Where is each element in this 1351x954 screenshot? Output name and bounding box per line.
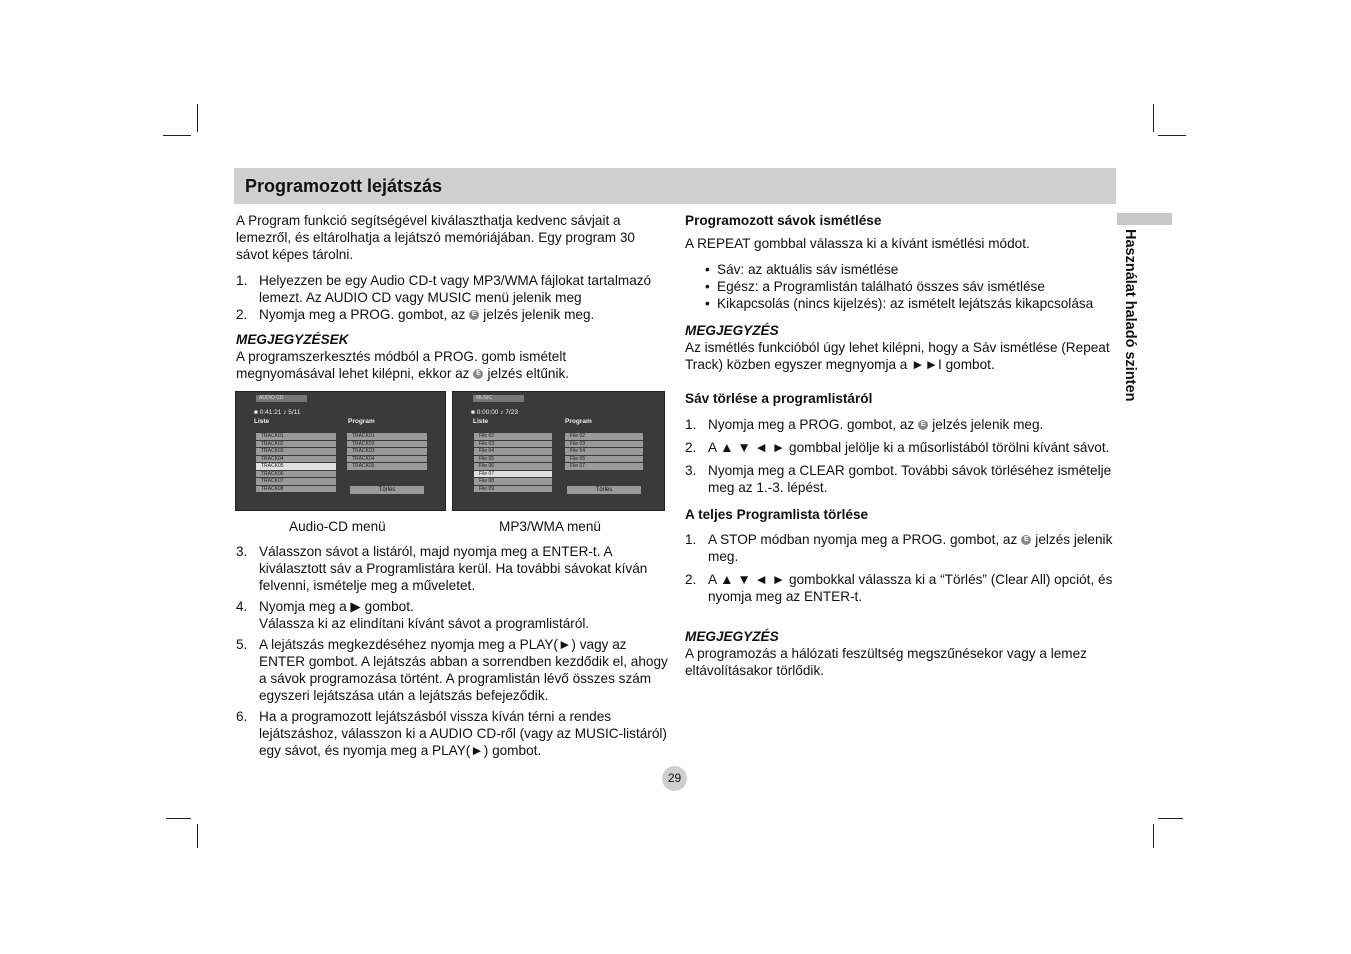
- edit-mark-icon: E: [1021, 535, 1031, 545]
- step-text: A STOP módban nyomja meg a PROG. gombot, az: [708, 532, 1018, 547]
- list-item: [236, 708, 668, 759]
- step-text: jelzés jelenik meg.: [483, 307, 595, 322]
- caption-mp3: MP3/WMA menü: [499, 519, 601, 534]
- list-heading: Liste: [473, 418, 489, 425]
- track-row[interactable]: TRACK05: [256, 463, 336, 470]
- list-item: [236, 543, 668, 594]
- edit-mark-icon: E: [918, 420, 928, 430]
- step-text: jelzés jelenik meg.: [708, 532, 1113, 564]
- bullet-text: Kikapcsolás (nincs kijelzés): az ismételt lejátszás kikapcsolása: [717, 296, 1094, 311]
- list-item: [236, 598, 668, 632]
- step-number: 1.: [685, 532, 697, 547]
- note-text-b: jelzés eltűnik.: [487, 366, 570, 381]
- mp3-wma-screen: [452, 391, 665, 511]
- note-text: A programozás a hálózati feszültség megszűnésekor vagy a lemez eltávolításakor törlődik.: [685, 646, 1087, 678]
- list-item: [685, 439, 1115, 456]
- side-tab: [1117, 213, 1172, 225]
- step-number: 5.: [236, 637, 248, 652]
- program-row[interactable]: File 04: [565, 448, 643, 455]
- mode-label: AUDIO CD: [256, 395, 307, 402]
- step-text: Ha a programozott lejátszásból vissza kíván térni a rendes lejátszáshoz, válasszon ki a AUDIO CD-ről (vagy az MUSIC-listáról) egy sávot, és nyomja meg a PLAY(►) gombot.: [259, 709, 667, 758]
- track-row[interactable]: TRACK07: [256, 478, 336, 485]
- side-label: [1118, 229, 1138, 429]
- program-row[interactable]: TRACK05: [347, 463, 427, 470]
- file-row[interactable]: File 06: [474, 463, 552, 470]
- repeat-bullets: [685, 261, 1115, 312]
- list-item: [236, 636, 668, 704]
- step-text: Nyomja meg a PROG. gombot, az: [708, 417, 915, 432]
- crop-mark: [1158, 135, 1186, 136]
- step-text: A ▲ ▼ ◄ ► gombbal jelölje ki a műsorlistából törölni kívánt sávot.: [708, 440, 1110, 455]
- list-item: [685, 416, 1115, 433]
- bullet: •: [705, 279, 710, 294]
- file-row[interactable]: File 07: [474, 471, 552, 478]
- crop-mark: [166, 818, 191, 819]
- list-item: [685, 571, 1115, 605]
- list-item: [685, 295, 1115, 312]
- note-heading: MEGJEGYZÉS: [685, 629, 779, 644]
- file-row[interactable]: File 09: [474, 486, 552, 493]
- note-text: [236, 348, 668, 382]
- clear-steps: [685, 531, 1115, 605]
- crop-mark: [1153, 824, 1154, 848]
- step-text: A ▲ ▼ ◄ ► gombokkal válassza ki a “Törlés” (Clear All) opciót, és nyomja meg az ENTER-t.: [708, 572, 1113, 604]
- screen-captions: [236, 518, 668, 542]
- step-number: 2.: [685, 572, 697, 587]
- steps-a: [236, 272, 668, 323]
- track-row[interactable]: TRACK04: [256, 456, 336, 463]
- file-row[interactable]: File 02: [474, 433, 552, 440]
- repeat-heading: Programozott sávok ismétlése: [685, 213, 882, 228]
- file-row[interactable]: File 05: [474, 456, 552, 463]
- note-heading: MEGJEGYZÉSEK: [236, 332, 349, 347]
- track-row[interactable]: TRACK01: [256, 433, 336, 440]
- program-row[interactable]: File 02: [565, 433, 643, 440]
- step-number: 3.: [236, 544, 248, 559]
- side-label-text: Használat haladó szinten: [1122, 229, 1138, 402]
- step-text: Válasszon sávot a listáról, majd nyomja meg a ENTER-t. A kiválasztott sáv a Programlistára kerül. Ha további sávokat kíván felvenni, ismételje meg a műveletet.: [259, 544, 648, 593]
- delete-heading: Sáv törlése a programlistáról: [685, 391, 873, 406]
- note-text-a: A programszerkesztés módból a PROG. gomb ismételt megnyomásával lehet kilépni, ekkor az: [236, 349, 567, 381]
- crop-mark: [163, 135, 191, 136]
- step-text: Nyomja meg a ▶ gombot.: [259, 599, 414, 614]
- list-item: [685, 531, 1115, 565]
- step-number: 1.: [236, 273, 248, 288]
- caption-audio: Audio-CD menü: [289, 519, 386, 534]
- program-row[interactable]: TRACK02: [347, 441, 427, 448]
- steps-b: [236, 543, 668, 759]
- list-heading: Liste: [254, 418, 270, 425]
- list-item: [685, 462, 1115, 496]
- repeat-text: A REPEAT gombbal válassza ki a kívánt ismétlési módot.: [685, 236, 1030, 251]
- delete-button[interactable]: Törlés: [567, 486, 641, 494]
- crop-mark: [1158, 818, 1183, 819]
- left-column: [236, 212, 668, 759]
- file-row[interactable]: File 04: [474, 448, 552, 455]
- crop-mark: [197, 824, 198, 848]
- delete-button[interactable]: Törlés: [350, 486, 424, 494]
- note-text: Az ismétlés funkcióból úgy lehet kilépni, hogy a Sáv ismétlése (Repeat Track) közben egyszer megnyomja a ►►I gombot.: [685, 340, 1110, 372]
- intro-paragraph: A Program funkció segítségével kiválaszthatja kedvenc sávjait a lemezről, és eltárolhatja a lejátszó memóriájában. Egy program 30 sávot képes tárolni.: [236, 213, 635, 262]
- step-number: 4.: [236, 599, 248, 614]
- list-item: [236, 272, 668, 306]
- right-column: [685, 212, 1115, 679]
- step-number: 2.: [685, 440, 697, 455]
- bullet-text: Egész: a Programlistán található összes sáv ismétlése: [717, 279, 1045, 294]
- bullet: •: [705, 296, 710, 311]
- step-text: Nyomja meg a PROG. gombot, az: [259, 307, 466, 322]
- program-heading: Program: [565, 418, 592, 425]
- list-item: [236, 306, 668, 323]
- program-row[interactable]: TRACK04: [347, 456, 427, 463]
- step-text: jelzés jelenik meg.: [932, 417, 1044, 432]
- step-number: 3.: [685, 463, 697, 478]
- file-row[interactable]: File 08: [474, 478, 552, 485]
- edit-mark-icon: E: [469, 310, 479, 320]
- track-row[interactable]: TRACK08: [256, 486, 336, 493]
- delete-steps: [685, 416, 1115, 496]
- page-title: Programozott lejátszás: [245, 176, 443, 196]
- program-row[interactable]: File 05: [565, 456, 643, 463]
- audio-cd-screen: [235, 391, 446, 511]
- menu-screens: [236, 391, 668, 511]
- crop-mark: [197, 104, 198, 132]
- edit-mark-icon: E: [473, 369, 483, 379]
- note-heading: MEGJEGYZÉS: [685, 323, 779, 338]
- list-item: [685, 278, 1115, 295]
- mode-label: MUSIC: [473, 395, 524, 402]
- step-text: Helyezzen be egy Audio CD-t vagy MP3/WMA fájlokat tartalmazó lemezt. Az AUDIO CD vagy MUSIC menü jelenik meg: [259, 273, 652, 305]
- step-text: A lejátszás megkezdéséhez nyomja meg a PLAY(►) vagy az ENTER gombot. A lejátszás abban a sorrendben kezdődik el, ahogy a sávok programozása történt. A programlistán lévő összes szám egyszeri lejátszása után a lejátszás befejeződik.: [259, 637, 668, 703]
- track-row[interactable]: TRACK06: [256, 471, 336, 478]
- program-row[interactable]: File 03: [565, 441, 643, 448]
- crop-mark: [1153, 104, 1154, 132]
- track-row[interactable]: TRACK02: [256, 441, 336, 448]
- step-number: 1.: [685, 417, 697, 432]
- step-text: Nyomja meg a CLEAR gombot. További sávok törléséhez ismételje meg az 1.-3. lépést.: [708, 463, 1112, 495]
- step-number: 6.: [236, 709, 248, 724]
- program-row[interactable]: TRACK01: [347, 433, 427, 440]
- page-number: 29: [662, 766, 687, 791]
- file-row[interactable]: File 03: [474, 441, 552, 448]
- step-number: 2.: [236, 307, 248, 322]
- program-row[interactable]: TRACK03: [347, 448, 427, 455]
- status-line: ■ 0:00:00 ♪ 7/23: [471, 409, 518, 416]
- program-row[interactable]: File 07: [565, 463, 643, 470]
- status-line: ■ 0:41:21 ♪ 5/11: [254, 409, 301, 416]
- step-text: Válassza ki az elindítani kívánt sávot a programlistáról.: [259, 616, 590, 631]
- bullet-text: Sáv: az aktuális sáv ismétlése: [717, 262, 899, 277]
- track-row[interactable]: TRACK03: [256, 448, 336, 455]
- list-item: [685, 261, 1115, 278]
- clear-heading: A teljes Programlista törlése: [685, 507, 869, 522]
- bullet: •: [705, 262, 710, 277]
- title-bar: [234, 168, 1116, 204]
- program-heading: Program: [348, 418, 375, 425]
